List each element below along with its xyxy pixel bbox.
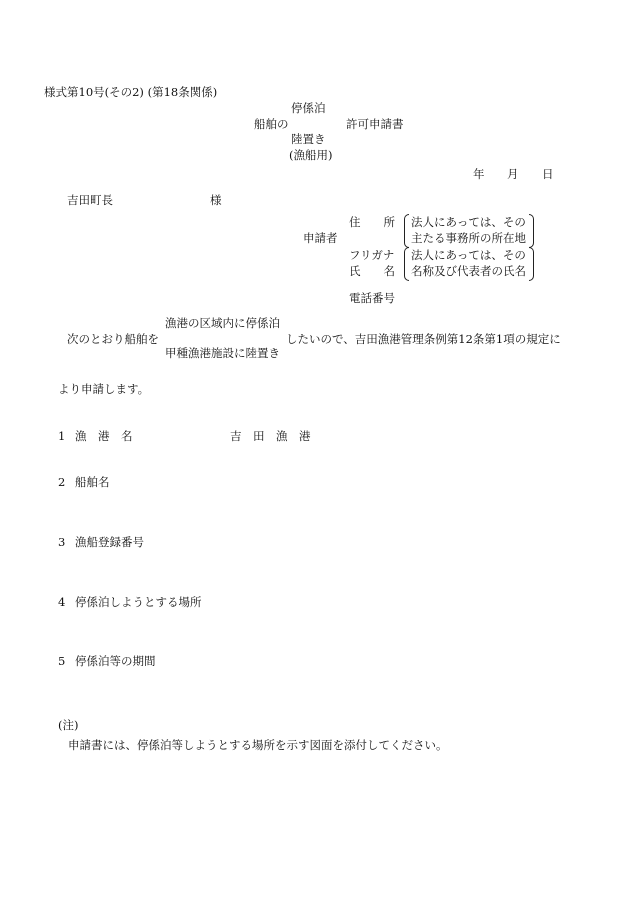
date-day: 日 — [542, 167, 554, 181]
form-number: 様式第10号(その2) (第18条関係) — [44, 85, 218, 99]
date-year: 年 — [473, 167, 485, 181]
name-note-line-1: 法人にあっては、その — [411, 248, 526, 262]
address-label: 住 所 — [349, 215, 395, 229]
item-2-number: 2 — [58, 475, 66, 489]
item-3-number: 3 — [58, 535, 66, 549]
addressee-honorific: 様 — [210, 193, 222, 207]
applicant-label: 申請者 — [303, 231, 338, 245]
phone-label: 電話番号 — [349, 291, 395, 305]
title-fishing-boat: (漁船用) — [289, 148, 333, 162]
title-application: 許可申請書 — [346, 117, 404, 131]
item-4-number: 4 — [58, 595, 66, 609]
item-1-label: 漁 港 名 — [75, 429, 133, 443]
name-note-right-bracket — [529, 247, 534, 281]
title-stay-mooring: 停係泊 — [291, 101, 326, 115]
item-5-label: 停係泊等の期間 — [75, 654, 156, 668]
item-3-label: 漁船登録番号 — [75, 535, 144, 549]
body-prefix: 次のとおり船舶を — [67, 332, 159, 346]
item-5-number: 5 — [58, 654, 66, 668]
note-heading: (注) — [58, 718, 79, 732]
date-month: 月 — [507, 167, 519, 181]
address-note-line-1: 法人にあっては、その — [411, 215, 526, 229]
item-1-value: 吉 田 漁 港 — [230, 429, 311, 443]
address-note-line-2: 主たる事務所の所在地 — [411, 231, 526, 245]
addressee-mayor: 吉田町長 — [67, 193, 113, 207]
note-text: 申請書には、停係泊等しようとする場所を示す図面を添付してください。 — [68, 738, 448, 752]
address-note-right-bracket — [529, 214, 534, 248]
name-label: 氏 名 — [349, 264, 395, 278]
item-4-label: 停係泊しようとする場所 — [75, 595, 202, 609]
item-1-number: 1 — [58, 429, 66, 443]
item-2-label: 船舶名 — [75, 475, 110, 489]
name-note-left-bracket — [404, 247, 409, 281]
body-continuation: より申請します。 — [58, 382, 150, 396]
body-option-land-storage: 甲種漁港施設に陸置き — [165, 346, 280, 360]
address-note-left-bracket — [404, 214, 409, 248]
title-land-storage: 陸置き — [291, 132, 326, 146]
title-vessel: 船舶の — [254, 117, 289, 131]
name-note-line-2: 名称及び代表者の氏名 — [411, 264, 526, 278]
body-option-stay-mooring: 漁港の区域内に停係泊 — [165, 316, 280, 330]
body-suffix: したいので、吉田漁港管理条例第12条第1項の規定に — [286, 332, 561, 346]
furigana-label: フリガナ — [349, 248, 395, 262]
